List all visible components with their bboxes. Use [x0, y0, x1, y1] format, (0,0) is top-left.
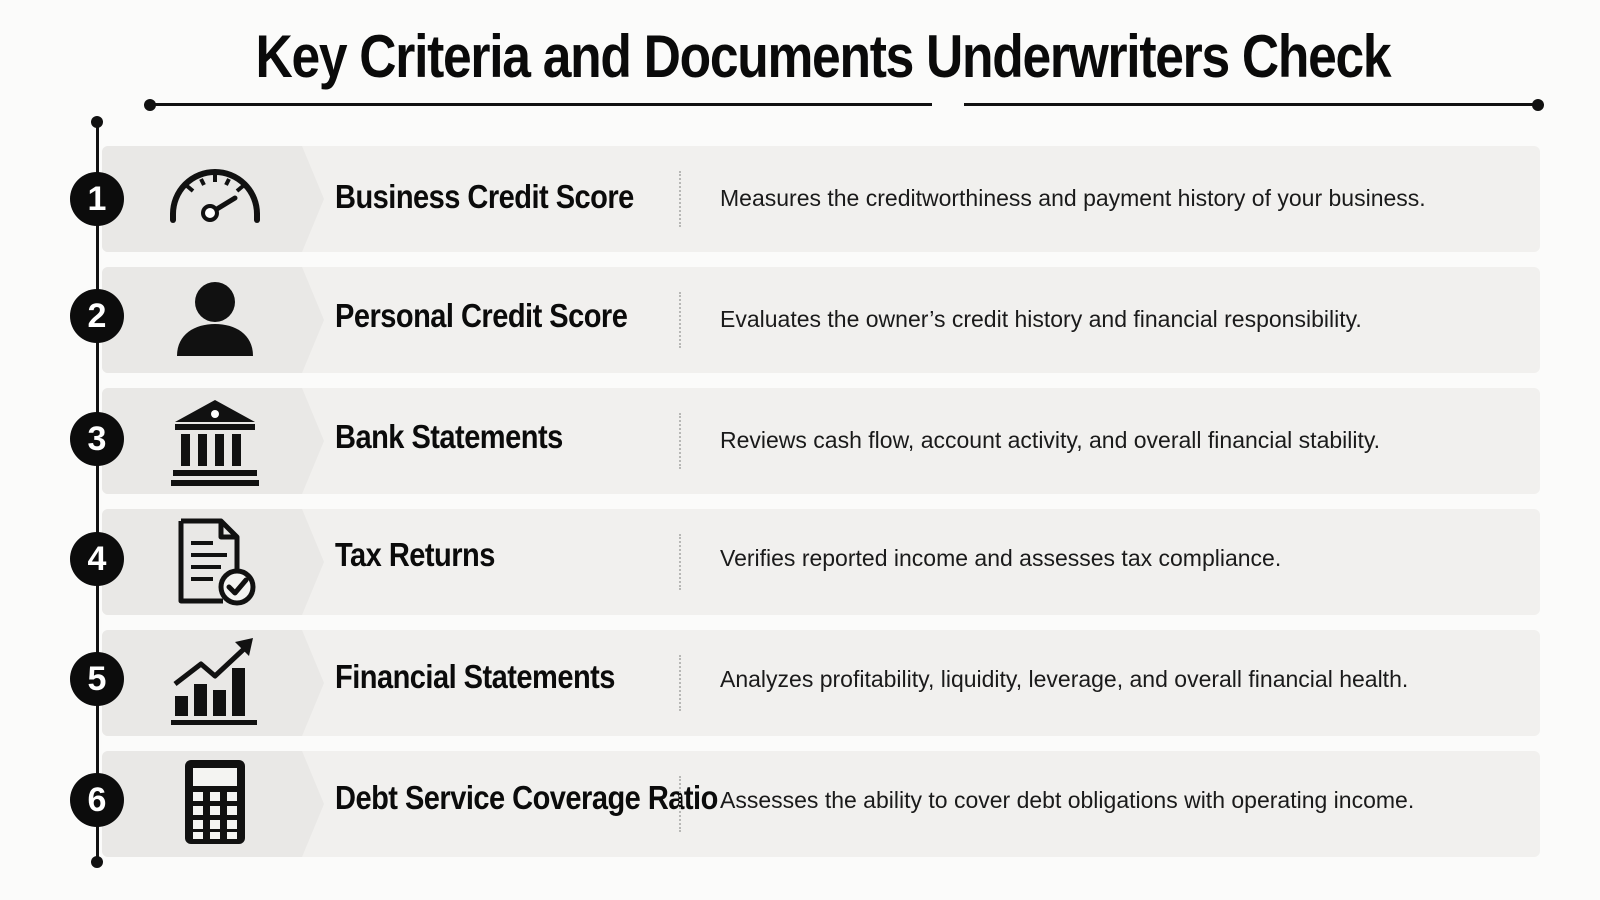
row-divider — [679, 413, 681, 469]
document-check-icon — [165, 515, 265, 611]
step-number-badge: 4 — [70, 532, 124, 586]
calculator-icon — [165, 756, 265, 852]
criteria-description: Analyzes profitability, liquidity, leverage, and overall financial health. — [720, 666, 1409, 692]
criteria-description: Evaluates the owner’s credit history and financial responsibility. — [720, 306, 1362, 332]
criteria-label: Personal Credit Score — [335, 297, 628, 334]
step-number-badge: 3 — [70, 412, 124, 466]
step-number-badge: 6 — [70, 773, 124, 827]
title-underline-right — [964, 103, 1538, 106]
timeline-end-dot — [91, 856, 103, 868]
timeline-start-dot — [91, 116, 103, 128]
underline-endpoint-right — [1532, 99, 1544, 111]
row-divider — [679, 534, 681, 590]
criteria-description: Measures the creditworthiness and payment history of your business. — [720, 185, 1426, 211]
criteria-label: Bank Statements — [335, 418, 563, 455]
underline-endpoint-left — [144, 99, 156, 111]
criteria-label: Business Credit Score — [335, 178, 634, 215]
criteria-label: Tax Returns — [335, 536, 495, 573]
step-number-badge: 1 — [70, 172, 124, 226]
growth-chart-icon — [165, 634, 265, 730]
row-divider — [679, 171, 681, 227]
bank-icon — [165, 394, 265, 490]
step-number-badge: 2 — [70, 289, 124, 343]
row-divider — [679, 292, 681, 348]
row-divider — [679, 776, 681, 832]
criteria-label: Debt Service Coverage Ratio — [335, 779, 718, 816]
person-icon — [165, 274, 265, 370]
row-divider — [679, 655, 681, 711]
criteria-label: Financial Statements — [335, 658, 615, 695]
title-underline-left — [150, 103, 932, 106]
criteria-description: Verifies reported income and assesses tax compliance. — [720, 545, 1282, 571]
timeline-line — [96, 122, 99, 862]
criteria-description: Reviews cash flow, account activity, and overall financial stability. — [720, 427, 1381, 453]
step-number-badge: 5 — [70, 652, 124, 706]
page-title: Key Criteria and Documents Underwriters Check — [255, 23, 1391, 90]
speedometer-icon — [165, 152, 265, 248]
criteria-description: Assesses the ability to cover debt obligations with operating income. — [720, 787, 1415, 813]
